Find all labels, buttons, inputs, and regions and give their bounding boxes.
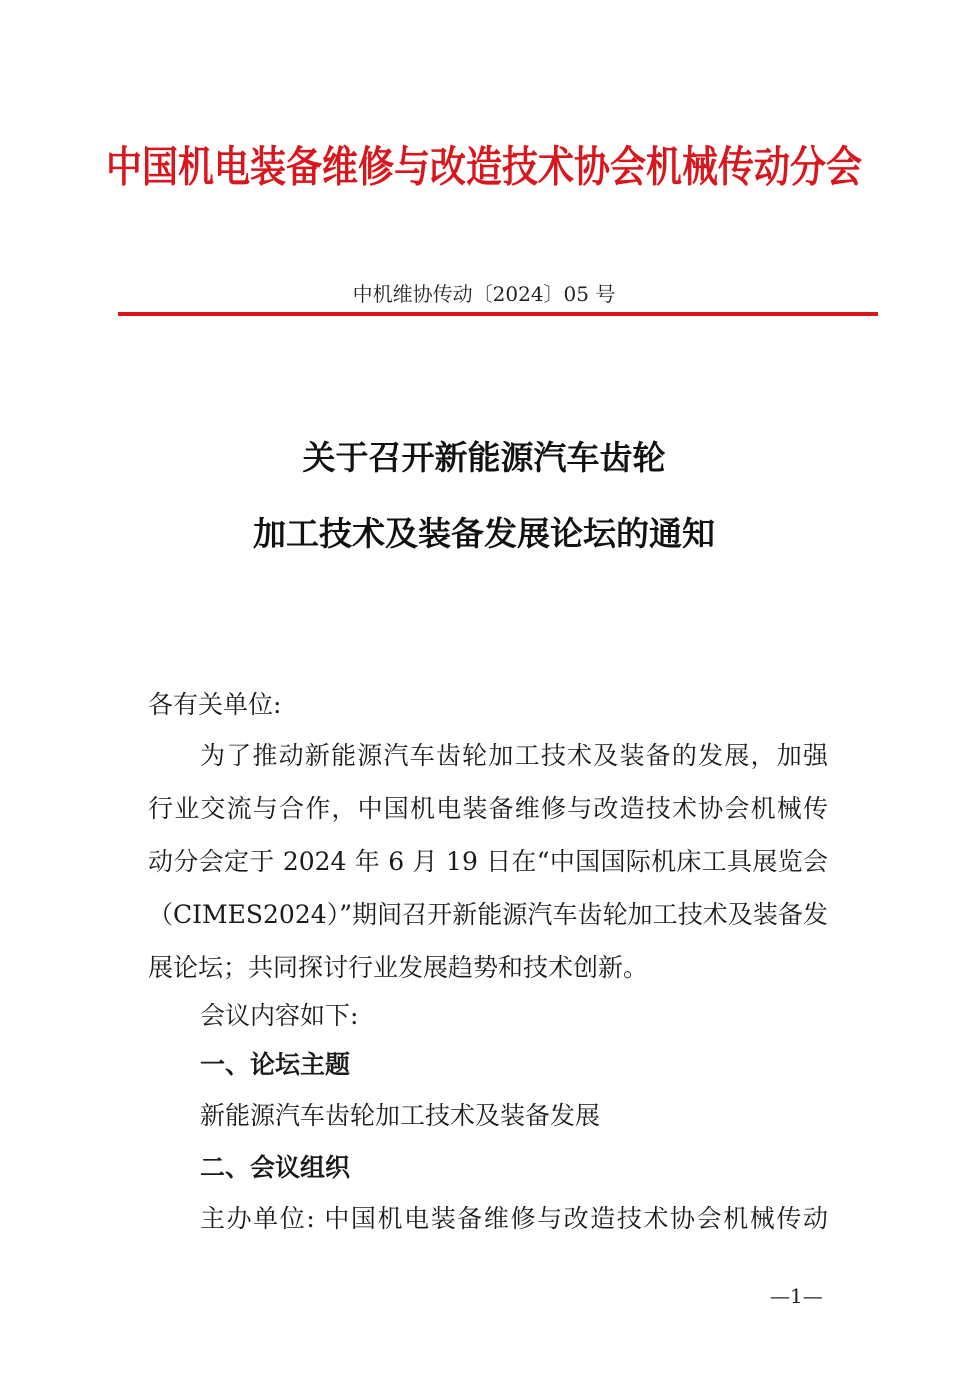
body-paragraph-1-line-5: 展论坛；共同探讨行业发展趋势和技术创新。 [148,953,649,982]
body-paragraph-1-line-2: 行业交流与合作，中国机电装备维修与改造技术协会机械传 [148,794,828,823]
page-number: —1— [770,1284,823,1308]
body-paragraph-1-line-1: 为了推动新能源汽车齿轮加工技术及装备的发展，加强 [200,741,828,770]
body-paragraph-1-line-3: 动分会定于 2024 年 6 月 19 日在“中国国际机床工具展览会 [148,847,828,876]
section-1-content: 新能源汽车齿轮加工技术及装备发展 [200,1101,601,1130]
red-divider-line [118,312,878,316]
notice-title-line-2: 加工技术及装备发展论坛的通知 [253,514,715,553]
notice-title-line-1: 关于召开新能源汽车齿轮 [302,438,666,477]
section-2-content: 主办单位: 中国机电装备维修与改造技术协会机械传动 [200,1204,828,1233]
body-paragraph-2: 会议内容如下: [200,1001,359,1030]
section-2-heading: 二、会议组织 [200,1153,351,1182]
section-1-heading: 一、论坛主题 [200,1050,351,1079]
document-number: 中机维协传动〔2024〕05 号 [352,282,616,306]
salutation: 各有关单位: [148,690,282,719]
body-paragraph-1-line-4: （CIMES2024）”期间召开新能源汽车齿轮加工技术及装备发 [148,900,828,929]
issuer-masthead: 中国机电装备维修与改造技术协会机械传动分会 [105,143,862,192]
